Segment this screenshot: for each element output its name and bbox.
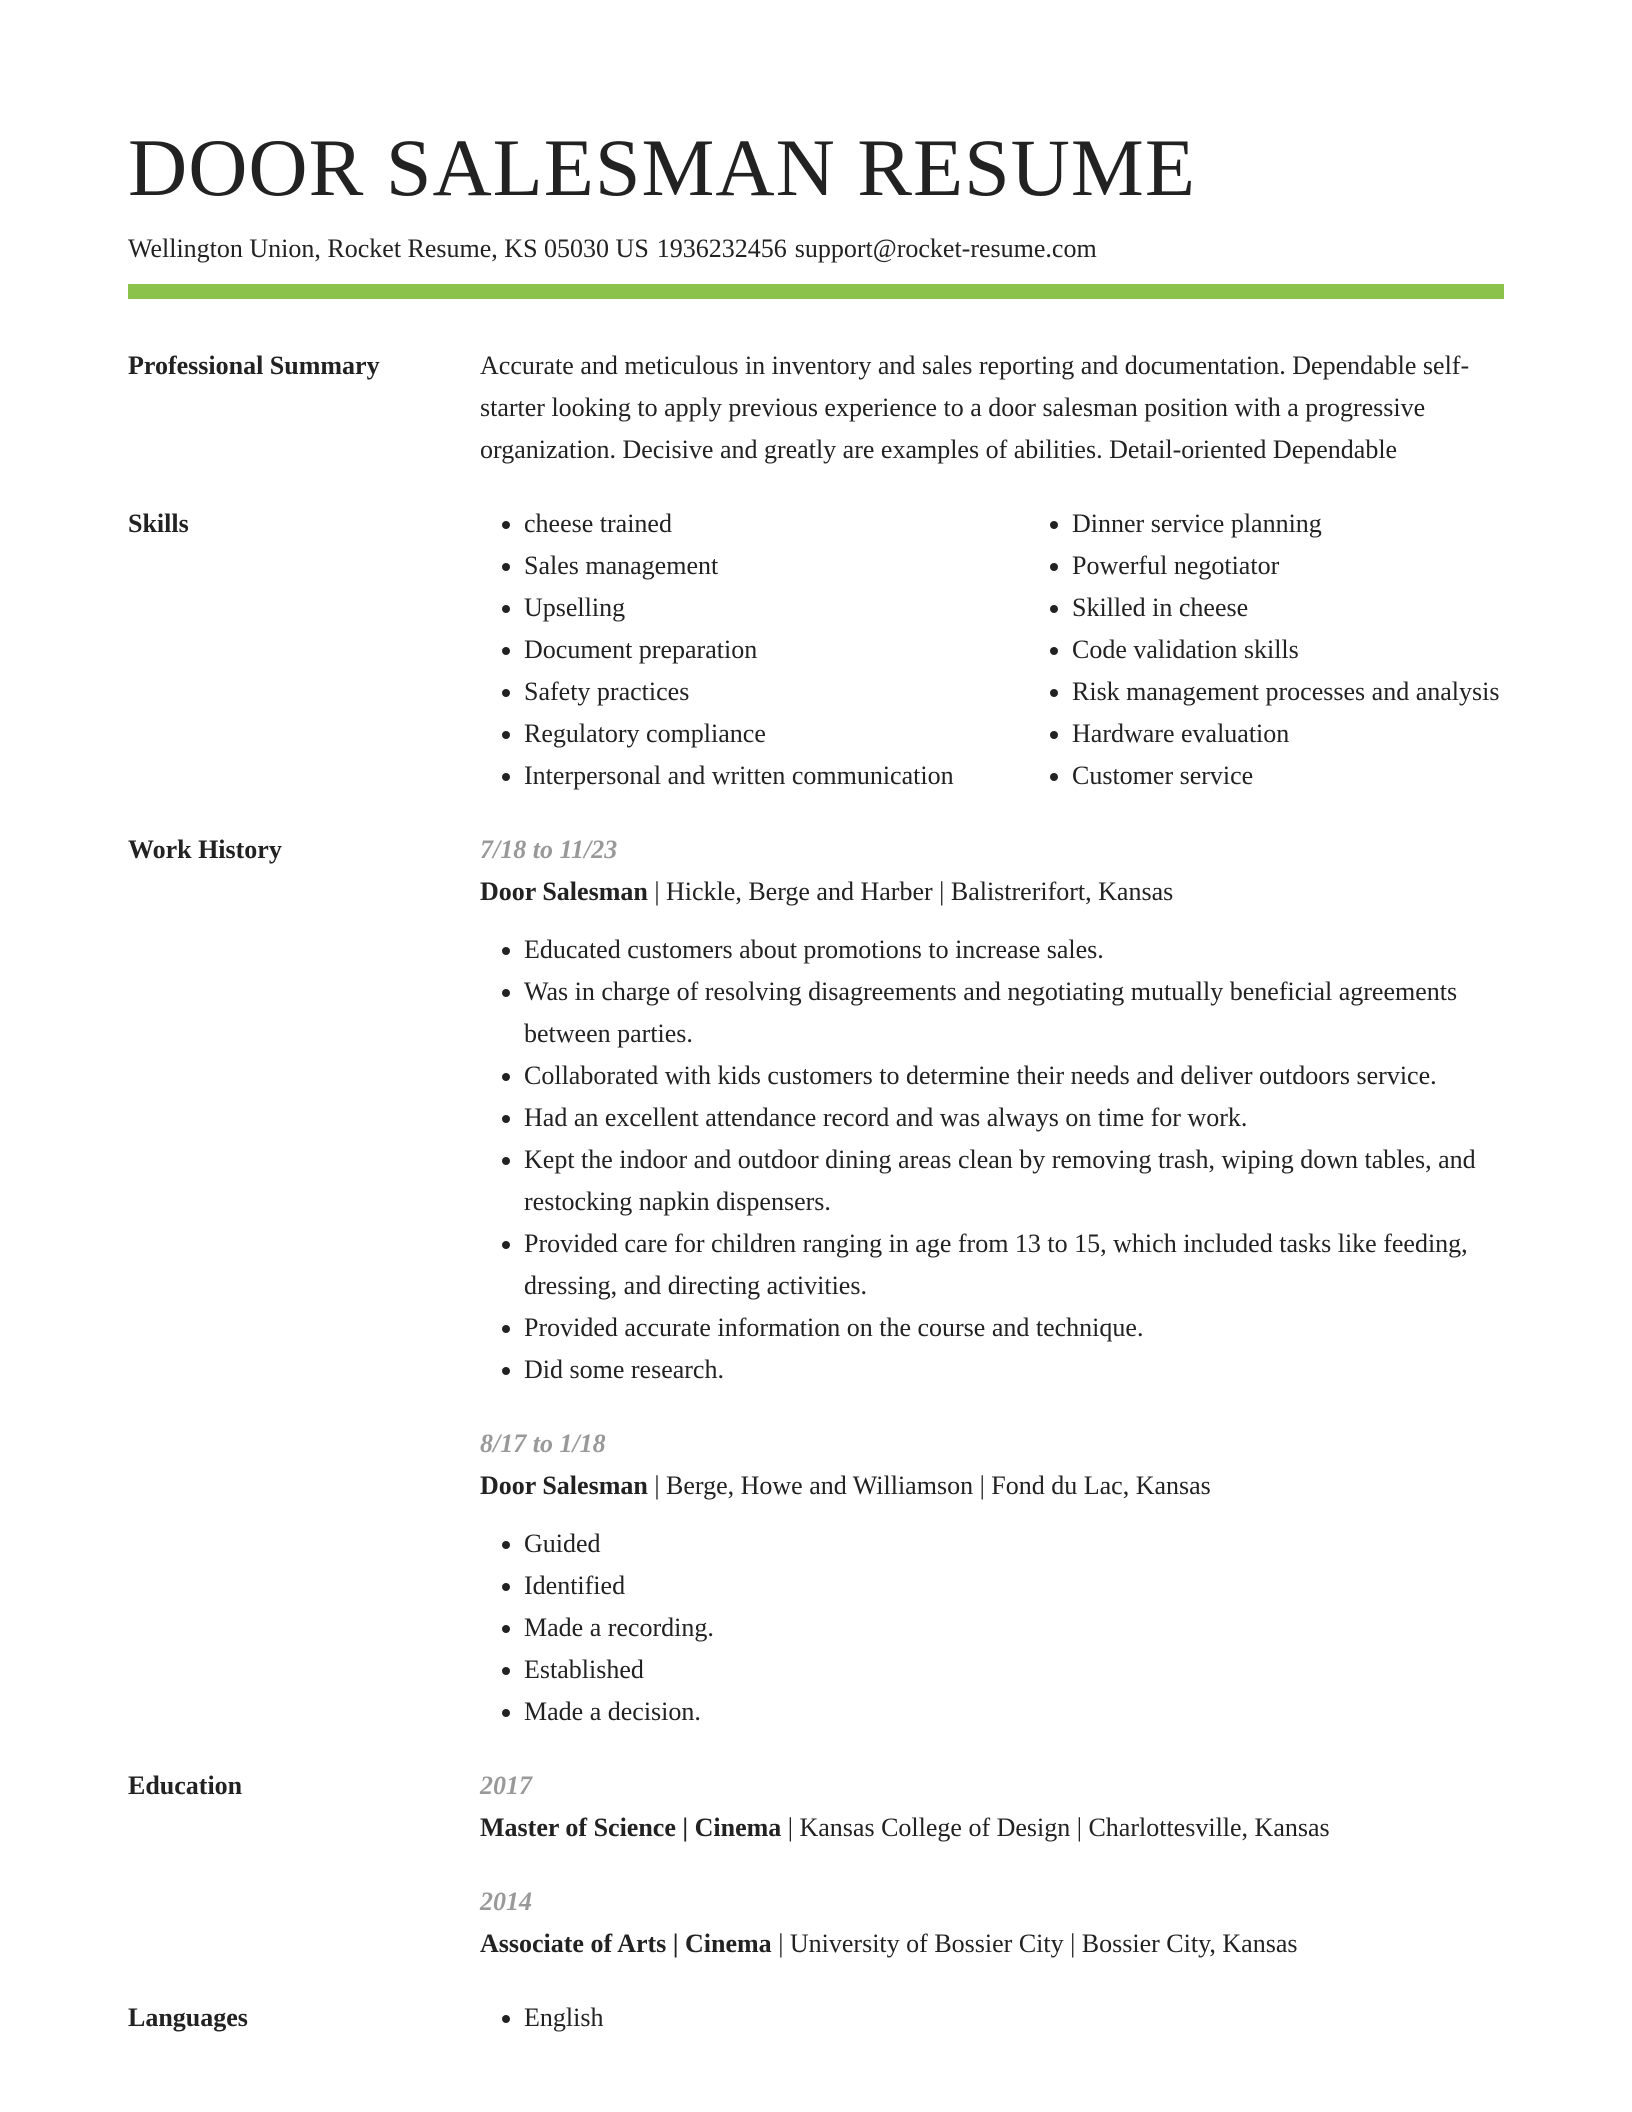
skills-column-2 [1028,503,1504,797]
degree-name: Associate of Arts | Cinema [480,1929,772,1958]
duty-item: • Established [524,1649,1504,1691]
education-label: Education [128,1771,243,1800]
work-entries [480,829,1504,1733]
skill-item: • Risk management processes and analysis [1072,671,1504,713]
summary-text: Accurate and meticulous in inventory and sales reporting and documentation. Dependable self-starter looking to apply previous experience to a door salesman position with a progressive organization. Decisive and greatly are examples of abilities. Detail-oriented Dependable [480,351,1470,464]
languages-list [480,1997,1504,2039]
job-duties [480,1523,1504,1733]
duty-item: • Was in charge of resolving disagreements and negotiating mutually beneficial agreements between parties. [524,971,1504,1055]
skills-label: Skills [128,509,189,538]
skill-item: • Customer service [1072,755,1504,797]
duty-item: • Educated customers about promotions to increase sales. [524,929,1504,971]
duty-item: • Provided care for children ranging in age from 13 to 15, which included tasks like feeding, dressing, and directing activities. [524,1223,1504,1307]
education-heading [480,1923,1504,1965]
skill-item: • Upselling [524,587,1028,629]
duty-item: • Did some research. [524,1349,1504,1391]
job-entry [480,1423,1504,1733]
job-duties [480,929,1504,1391]
language-item: • English [524,1997,1504,2039]
skill-item: • Safety practices [524,671,1028,713]
skill-item: • cheese trained [524,503,1028,545]
skills-section [128,503,1504,797]
duty-item: • Kept the indoor and outdoor dining areas clean by removing trash, wiping down tables, and restocking napkin dispensers. [524,1139,1504,1223]
job-heading [480,871,1504,913]
summary-label: Professional Summary [128,351,380,380]
duty-item: • Provided accurate information on the course and technique. [524,1307,1504,1349]
duty-item: • Guided [524,1523,1504,1565]
job-dates: 7/18 to 11/23 [480,835,618,864]
skill-item: • Sales management [524,545,1028,587]
skill-item: • Dinner service planning [1072,503,1504,545]
work-label: Work History [128,835,282,864]
skill-item: • Code validation skills [1072,629,1504,671]
education-entries [480,1765,1504,1965]
contact-address: Wellington Union, Rocket Resume, KS 05030 US [128,234,649,263]
skills-column-1 [480,503,1028,797]
work-section [128,829,1504,1733]
duty-item: • Made a recording. [524,1607,1504,1649]
school-details: | University of Bossier City | Bossier City, Kansas [771,1929,1298,1958]
education-year: 2014 [480,1887,532,1916]
duty-item: • Had an excellent attendance record and was always on time for work. [524,1097,1504,1139]
header-divider [128,284,1504,299]
education-heading [480,1807,1504,1849]
job-entry [480,829,1504,1391]
job-title: Door Salesman [480,1471,648,1500]
skill-item: • Skilled in cheese [1072,587,1504,629]
languages-label: Languages [128,2003,248,2032]
skill-item: • Powerful negotiator [1072,545,1504,587]
education-entry [480,1881,1504,1965]
education-entry [480,1765,1504,1849]
resume-page [128,118,1504,2039]
contact-line [128,232,1504,266]
languages-list-wrap [480,1997,1504,2039]
school-details: | Kansas College of Design | Charlottesville, Kansas [781,1813,1330,1842]
job-title: Door Salesman [480,877,648,906]
duty-item: • Made a decision. [524,1691,1504,1733]
summary-section [128,345,1504,471]
skill-item: • Document preparation [524,629,1028,671]
job-heading [480,1465,1504,1507]
duty-item: • Identified [524,1565,1504,1607]
languages-section [128,1997,1504,2039]
skill-item: • Hardware evaluation [1072,713,1504,755]
education-section [128,1765,1504,1965]
education-year: 2017 [480,1771,532,1800]
resume-title: DOOR SALESMAN RESUME [128,122,1196,213]
degree-name: Master of Science | Cinema [480,1813,782,1842]
skill-item: • Regulatory compliance [524,713,1028,755]
contact-phone: 1936232456 [656,234,787,263]
job-details: | Berge, Howe and Williamson | Fond du Lac, Kansas [647,1471,1211,1500]
contact-email: support@rocket-resume.com [794,234,1097,263]
skills-lists [480,503,1504,797]
job-dates: 8/17 to 1/18 [480,1429,606,1458]
job-details: | Hickle, Berge and Harber | Balistrerifort, Kansas [647,877,1174,906]
duty-item: • Collaborated with kids customers to determine their needs and deliver outdoors service. [524,1055,1504,1097]
skill-item: • Interpersonal and written communication [524,755,1028,797]
